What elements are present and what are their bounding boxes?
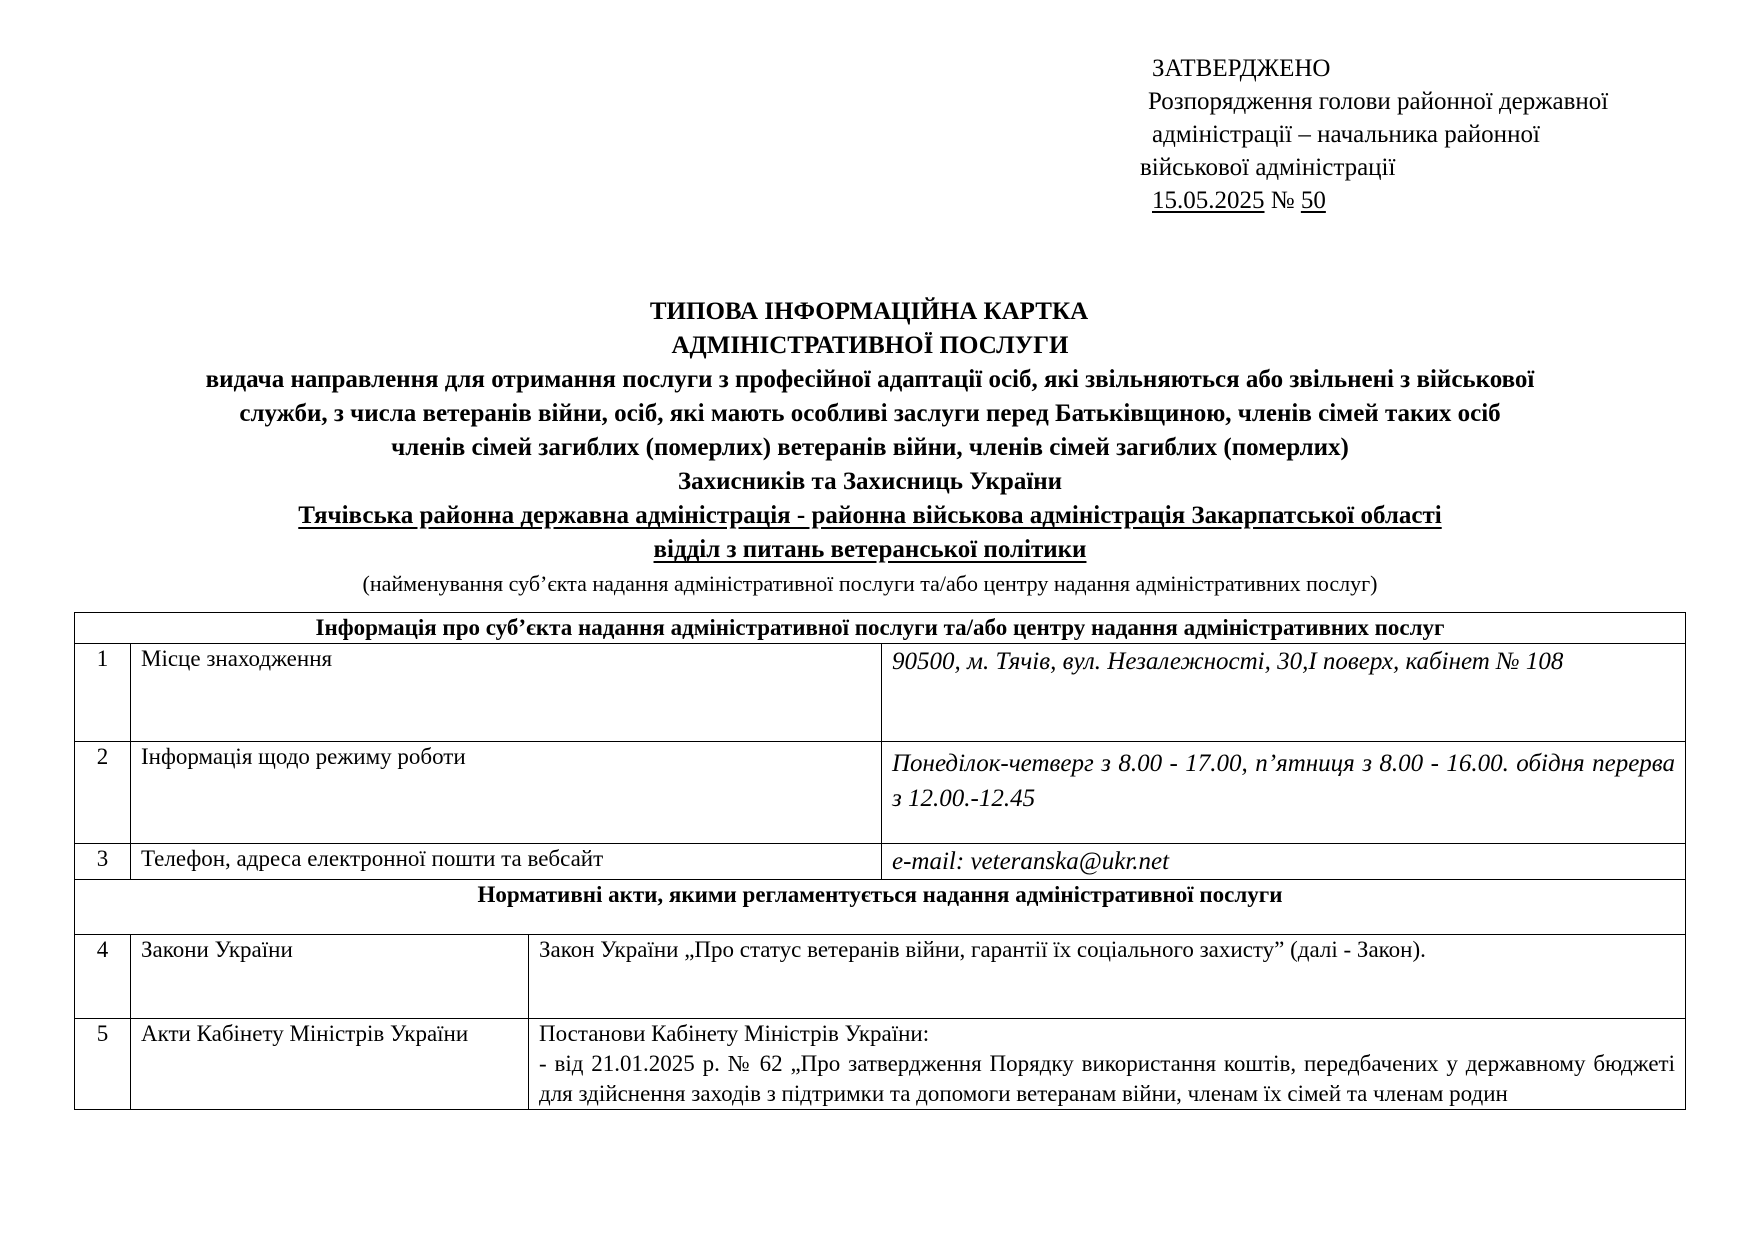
- table-row: [75, 644, 1686, 742]
- row-number: 1: [75, 644, 131, 742]
- table-row: [75, 742, 1686, 844]
- subject-name: Тячівська районна державна адміністрація - районна військова адміністрація Закарпатської області: [298, 502, 1442, 529]
- approval-line-1: Розпорядження голови районної державної: [1148, 88, 1609, 115]
- approval-line-2: адміністрації – начальника районної: [1152, 121, 1540, 148]
- info-card-table: [74, 612, 1686, 1110]
- row-value-cabinet-acts: [529, 1019, 1686, 1110]
- row-number: 4: [75, 935, 131, 1019]
- row-label: Закони України: [131, 935, 529, 1019]
- section-header-row: [75, 613, 1686, 644]
- section-title-subject-info: Інформація про суб’єкта надання адміністративної послуги та/або центру надання адміністративних послуг: [75, 613, 1686, 644]
- approval-block: [1140, 52, 1740, 217]
- approval-number: 50: [1300, 187, 1326, 214]
- document-title-2: АДМІНІСТРАТИВНОЇ ПОСЛУГИ: [671, 332, 1069, 359]
- table-row: [75, 844, 1686, 880]
- row-number: 5: [75, 1019, 131, 1110]
- table-row: [75, 935, 1686, 1019]
- section-title-normative-acts: Нормативні акти, якими регламентується надання адміністративної послуги: [75, 880, 1686, 935]
- row-label: Інформація щодо режиму роботи: [131, 742, 882, 844]
- table-row: [75, 1019, 1686, 1110]
- row-number: 2: [75, 742, 131, 844]
- row-value-location: 90500, м. Тячів, вул. Незалежності, 30,І поверх, кабінет № 108: [882, 644, 1686, 742]
- approval-date-number: [1140, 184, 1740, 217]
- row-value-schedule: Понеділок-четверг з 8.00 - 17.00, п’ятниця з 8.00 - 16.00. обідня перерва з 12.00.-12.45: [882, 742, 1686, 844]
- service-name-line-2: служби, з числа ветеранів війни, осіб, які мають особливі заслуги перед Батьківщиною, членів сімей таких осіб: [239, 400, 1501, 427]
- row-label: Місце знаходження: [131, 644, 882, 742]
- service-name-line-3: членів сімей загиблих (померлих) ветеранів війни, членів сімей загиблих (померлих): [391, 434, 1349, 461]
- service-name-line-1: видача направлення для отримання послуги з професійної адаптації осіб, які звільняються або звільнені з військової: [205, 366, 1535, 393]
- subject-caption: (найменування суб’єкта надання адміністративної послуги та/або центру надання адміністративних послуг): [362, 571, 1378, 596]
- approval-line-3: військової адміністрації: [1140, 154, 1396, 181]
- department-name: відділ з питань ветеранської політики: [653, 536, 1087, 563]
- approval-date: 15.05.2025: [1152, 187, 1265, 214]
- cabinet-acts-item: - від 21.01.2025 р. № 62 „Про затвердження Порядку використання коштів, передбачених у державному бюджеті для здійснення заходів з підтримки та допомоги ветеранам війни, членам їх сімей та членам родин: [539, 1051, 1675, 1106]
- document-title-1: ТИПОВА ІНФОРМАЦІЙНА КАРТКА: [649, 298, 1089, 325]
- row-value-email: e-mail: veteranska@ukr.net: [882, 844, 1686, 880]
- row-label: Акти Кабінету Міністрів України: [131, 1019, 529, 1110]
- approval-number-sign: №: [1270, 187, 1295, 214]
- approval-status: ЗАТВЕРДЖЕНО: [1152, 55, 1331, 82]
- row-label: Телефон, адреса електронної пошти та вебсайт: [131, 844, 882, 880]
- row-number: 3: [75, 844, 131, 880]
- cabinet-acts-heading: Постанови Кабінету Міністрів України:: [539, 1021, 930, 1046]
- section-header-row: [75, 880, 1686, 935]
- row-value-laws: Закон України „Про статус ветеранів війни, гарантії їх соціального захисту” (далі - Закон).: [529, 935, 1686, 1019]
- document-heading: [60, 295, 1680, 601]
- service-name-line-4: Захисників та Захисниць України: [677, 468, 1063, 495]
